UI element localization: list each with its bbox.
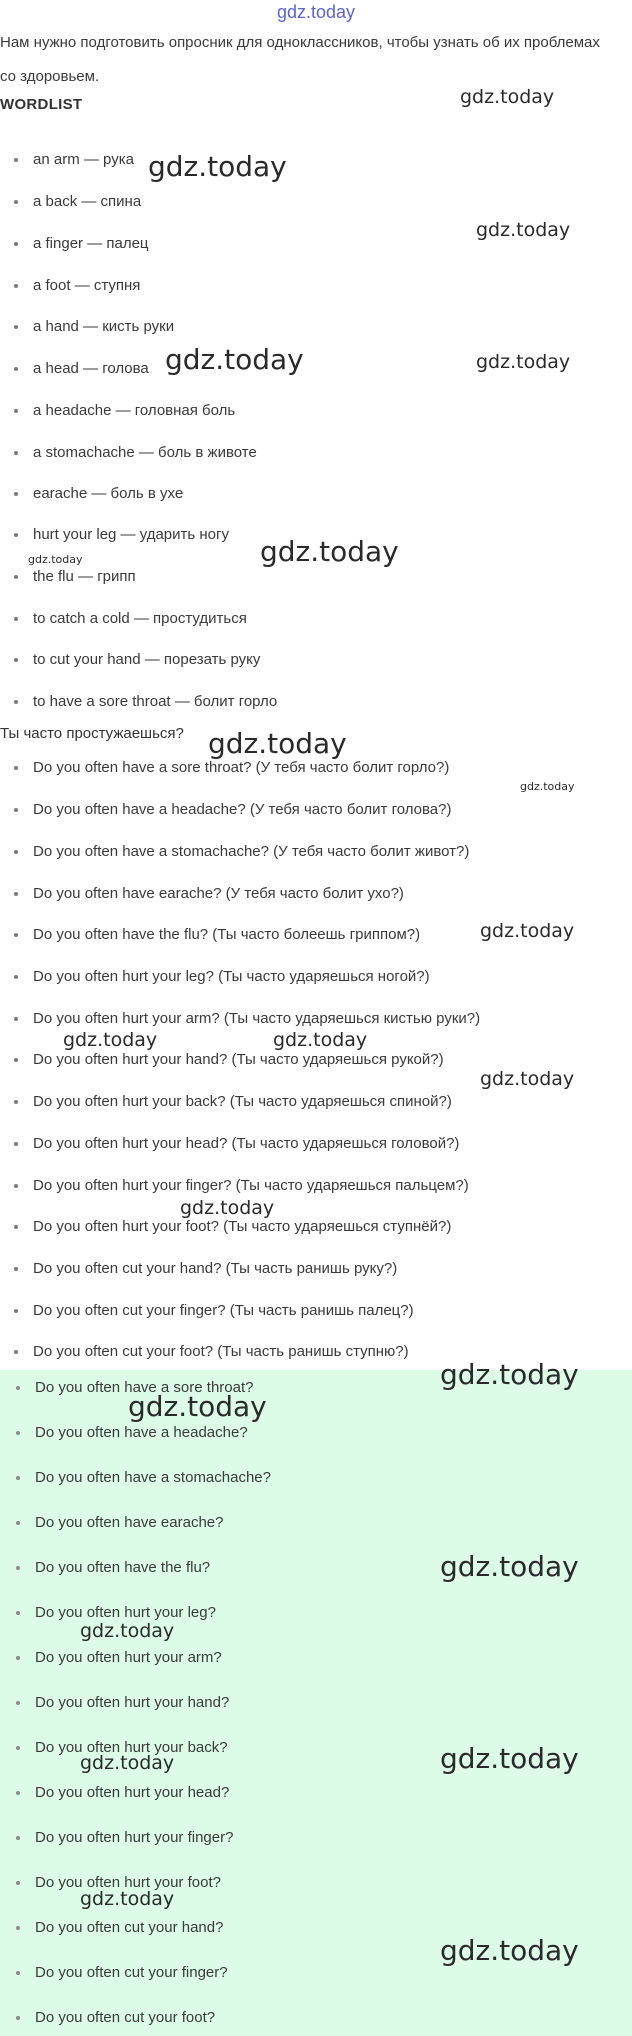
wordlist-heading: WORDLIST <box>0 96 83 113</box>
list-item: Do you often cut your finger? (Ты часть ранишь палец?) <box>0 1299 632 1323</box>
bullet-icon <box>14 158 18 162</box>
watermark: gdz.today <box>440 1358 579 1391</box>
list-item: Do you often have the flu? (Ты часто болеешь гриппом?) <box>0 923 632 947</box>
list-item: Do you often have earache? <box>0 1511 632 1535</box>
bullet-icon <box>16 1566 20 1570</box>
bullet-icon <box>14 492 18 496</box>
watermark: gdz.today <box>180 1197 275 1219</box>
bullet-icon <box>14 284 18 288</box>
list-item: Do you often have a sore throat? <box>0 1376 632 1400</box>
watermark: gdz.today <box>63 1029 158 1051</box>
list-item: a head — голова <box>0 357 632 381</box>
watermark: gdz.today <box>28 553 83 566</box>
list-item: Do you often have a stomachache? (У тебя часто болит живот?) <box>0 840 632 864</box>
watermark: gdz.today <box>440 1742 579 1775</box>
watermark: gdz.today <box>80 1752 175 1774</box>
bullet-icon <box>14 1017 18 1021</box>
list-item: a headache — головная боль <box>0 399 632 423</box>
list-item: Do you often have the flu? <box>0 1556 632 1580</box>
list-item: an arm — рука <box>0 148 632 172</box>
list-item: Do you often have earache? (У тебя часто болит ухо?) <box>0 882 632 906</box>
list-item: Do you often have a headache? <box>0 1421 632 1445</box>
list-item: a stomachache — боль в животе <box>0 441 632 465</box>
watermark: gdz.today <box>460 86 555 108</box>
bullet-icon <box>16 1656 20 1660</box>
watermark: gdz.today <box>208 727 347 760</box>
list-item: Do you often hurt your foot? (Ты часто ударяешься ступнёй?) <box>0 1215 632 1239</box>
bullet-icon <box>14 1267 18 1271</box>
list-item: Do you often hurt your leg? (Ты часто ударяешься ногой?) <box>0 965 632 989</box>
bullet-icon <box>16 1926 20 1930</box>
list-item: hurt your leg — ударить ногу <box>0 523 632 547</box>
watermark: gdz.today <box>476 219 571 241</box>
bullet-icon <box>16 2016 20 2020</box>
watermark: gdz.today <box>520 780 575 793</box>
list-item: Do you often hurt your head? (Ты часто ударяешься головой?) <box>0 1132 632 1156</box>
questions-heading: Ты часто простужаешься? <box>0 725 184 742</box>
bullet-icon <box>14 617 18 621</box>
bullet-icon <box>14 1058 18 1062</box>
bullet-icon <box>16 1386 20 1390</box>
bullet-icon <box>14 1100 18 1104</box>
list-item: Do you often hurt your hand? <box>0 1691 632 1715</box>
bullet-icon <box>14 700 18 704</box>
bullet-icon <box>14 409 18 413</box>
list-item: Do you often cut your foot? <box>0 2006 632 2030</box>
bullet-icon <box>16 1971 20 1975</box>
watermark: gdz.today <box>273 1029 368 1051</box>
bullet-icon <box>16 1791 20 1795</box>
list-item: Do you often hurt your finger? (Ты часто ударяешься пальцем?) <box>0 1174 632 1198</box>
bullet-icon <box>14 766 18 770</box>
list-item: to cut your hand — порезать руку <box>0 648 632 672</box>
intro-text: Нам нужно подготовить опросник для одноклассников, чтобы узнать об их проблемах со здоровьем. <box>0 34 600 85</box>
list-item: Do you often cut your hand? (Ты часть ранишь руку?) <box>0 1257 632 1281</box>
list-item: to catch a cold — простудиться <box>0 607 632 631</box>
list-item: Do you often cut your finger? <box>0 1961 632 1985</box>
list-item: Do you often have a headache? (У тебя часто болит голова?) <box>0 798 632 822</box>
list-item: a hand — кисть руки <box>0 315 632 339</box>
bullet-icon <box>14 325 18 329</box>
bullet-icon <box>14 533 18 537</box>
list-item: Do you often hurt your back? (Ты часто ударяешься спиной?) <box>0 1090 632 1114</box>
watermark: gdz.today <box>476 351 571 373</box>
list-item: Do you often hurt your back? <box>0 1736 632 1760</box>
list-item: earache — боль в ухе <box>0 482 632 506</box>
list-item: Do you often hurt your leg? <box>0 1601 632 1625</box>
bullet-icon <box>14 1142 18 1146</box>
watermark: gdz.today <box>128 1390 267 1423</box>
watermark: gdz.today <box>440 1550 579 1583</box>
bullet-icon <box>14 1350 18 1354</box>
bullet-icon <box>16 1701 20 1705</box>
bullet-icon <box>16 1881 20 1885</box>
watermark: gdz.today <box>480 1068 575 1090</box>
list-item: Do you often hurt your finger? <box>0 1826 632 1850</box>
list-item: Do you often have a sore throat? (У тебя часто болит горло?) <box>0 756 632 780</box>
bullet-icon <box>16 1431 20 1435</box>
watermark: gdz.today <box>80 1620 175 1642</box>
list-item: Do you often hurt your foot? <box>0 1871 632 1895</box>
list-item: a finger — палец <box>0 232 632 256</box>
list-item: Do you often cut your hand? <box>0 1916 632 1940</box>
watermark: gdz.today <box>148 150 287 183</box>
bullet-icon <box>14 892 18 896</box>
bullet-icon <box>16 1521 20 1525</box>
list-item: Do you often cut your foot? (Ты часть ранишь ступню?) <box>0 1340 632 1364</box>
bullet-icon <box>14 850 18 854</box>
bullet-icon <box>14 808 18 812</box>
bullet-icon <box>14 575 18 579</box>
bullet-icon <box>16 1476 20 1480</box>
list-item: Do you often hurt your arm? (Ты часто ударяешься кистью руки?) <box>0 1007 632 1031</box>
watermark: gdz.today <box>260 535 399 568</box>
list-item: to have a sore throat — болит горло <box>0 690 632 714</box>
list-item: the flu — грипп <box>0 565 632 589</box>
bullet-icon <box>16 1611 20 1615</box>
bullet-icon <box>14 451 18 455</box>
list-item: Do you often have a stomachache? <box>0 1466 632 1490</box>
watermark: gdz.today <box>80 1888 175 1910</box>
bullet-icon <box>14 1309 18 1313</box>
bullet-icon <box>14 933 18 937</box>
list-item: a foot — ступня <box>0 274 632 298</box>
bullet-icon <box>14 975 18 979</box>
bullet-icon <box>14 1184 18 1188</box>
bullet-icon <box>16 1746 20 1750</box>
bullet-icon <box>14 1225 18 1229</box>
bullet-icon <box>14 200 18 204</box>
bullet-icon <box>16 1836 20 1840</box>
list-item: a back — спина <box>0 190 632 214</box>
list-item: Do you often hurt your arm? <box>0 1646 632 1670</box>
watermark: gdz.today <box>480 920 575 942</box>
bullet-icon <box>14 367 18 371</box>
site-title[interactable]: gdz.today <box>276 2 356 22</box>
list-item: Do you often hurt your head? <box>0 1781 632 1805</box>
list-item: Do you often hurt your hand? (Ты часто ударяешься рукой?) <box>0 1048 632 1072</box>
bullet-icon <box>14 242 18 246</box>
watermark: gdz.today <box>165 343 304 376</box>
watermark: gdz.today <box>440 1934 579 1967</box>
bullet-icon <box>14 658 18 662</box>
